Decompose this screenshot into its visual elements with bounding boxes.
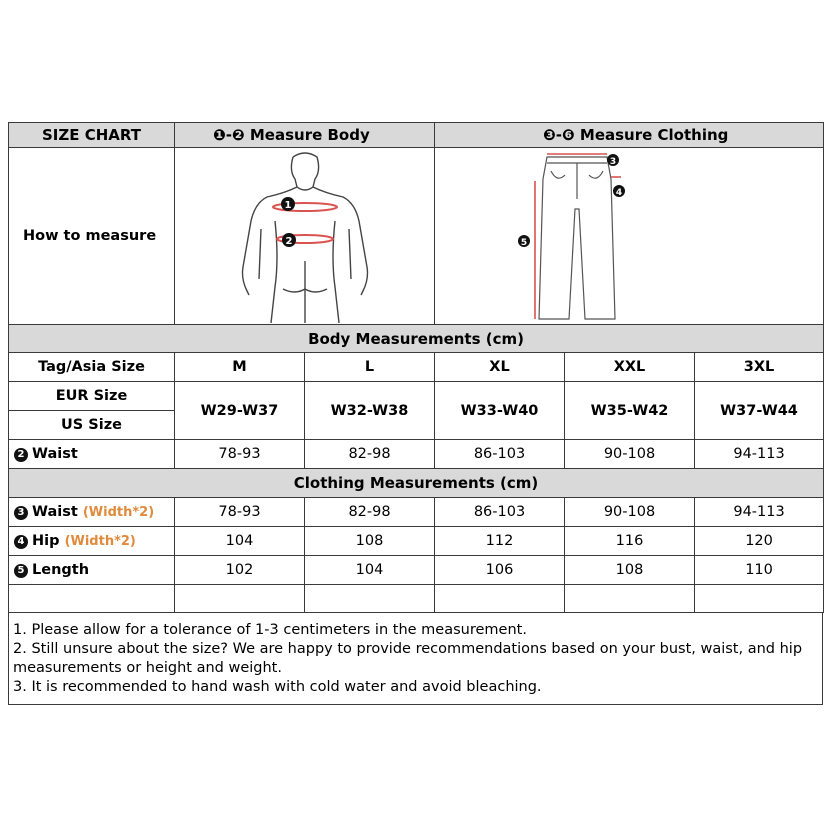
notes-box [8,613,823,705]
note-line: 1. Please allow for a tolerance of 1-3 centimeters in the measurement. [13,622,527,638]
length-cell: 102 [175,556,305,585]
size-chart [8,122,823,705]
body-waist-cell: 90-108 [565,440,695,469]
measure-clothing-nums: ❸-❻ [543,126,575,144]
us-size-label: US Size [9,411,175,440]
length-text: Length [32,562,90,578]
clothing-waist-cell: 86-103 [435,498,565,527]
note-line: 2. Still unsure about the size? We are happy to provide recommendations based on your bust, waist, and hip measurements or height and weight. [13,641,803,676]
empty-cell [695,585,824,613]
size-cell: M [175,353,305,382]
tag-asia-size-label: Tag/Asia Size [9,353,175,382]
empty-cell [9,585,175,613]
body-waist-text: Waist [32,446,78,462]
body-waist-cell: 82-98 [305,440,435,469]
clothing-waist-cell: 94-113 [695,498,824,527]
body-waist-label [9,440,175,469]
hip-4-icon: 4 [14,535,28,549]
hip-text: Hip [32,533,60,549]
empty-cell [175,585,305,613]
eur-us-cell: W33-W40 [435,382,565,440]
length-cell: 106 [435,556,565,585]
hip-cell: 120 [695,527,824,556]
eur-us-cell: W29-W37 [175,382,305,440]
eur-size-label: EUR Size [9,382,175,411]
waist-3-icon: 3 [14,506,28,520]
length-label [9,556,175,585]
measure-body-header [175,123,435,148]
body-diagram-cell [175,148,435,325]
hip-cell: 104 [175,527,305,556]
clothing-waist-cell: 78-93 [175,498,305,527]
hip-label [9,527,175,556]
clothing-waist-text: Waist [32,504,78,520]
marker-2-label: 2 [285,236,293,247]
body-figure-illustration [175,149,435,323]
size-cell: 3XL [695,353,824,382]
waist-width-note: (Width*2) [82,505,155,520]
length-cell: 108 [565,556,695,585]
size-cell: L [305,353,435,382]
waist-2-icon: 2 [14,448,28,462]
measure-body-label: Measure Body [249,126,370,144]
clothing-measurements-title: Clothing Measurements (cm) [9,469,824,498]
size-cell: XL [435,353,565,382]
clothing-waist-cell: 82-98 [305,498,435,527]
pants-illustration [435,149,823,323]
body-waist-cell: 86-103 [435,440,565,469]
length-5-icon: 5 [14,564,28,578]
hip-cell: 112 [435,527,565,556]
marker-5-label: 5 [520,238,528,248]
body-measurements-title: Body Measurements (cm) [9,325,824,353]
marker-4-label: 4 [615,188,623,198]
body-waist-cell: 94-113 [695,440,824,469]
hip-width-note: (Width*2) [64,534,136,549]
how-to-measure-label: How to measure [9,148,175,325]
clothing-diagram-cell [435,148,824,325]
size-chart-title: SIZE CHART [9,123,175,148]
eur-us-cell: W37-W44 [695,382,824,440]
body-waist-cell: 78-93 [175,440,305,469]
empty-cell [565,585,695,613]
empty-cell [305,585,435,613]
length-cell: 110 [695,556,824,585]
empty-cell [435,585,565,613]
size-cell: XXL [565,353,695,382]
clothing-waist-label [9,498,175,527]
measure-clothing-header [435,123,824,148]
marker-3-label: 3 [609,157,617,167]
eur-us-cell: W35-W42 [565,382,695,440]
length-cell: 104 [305,556,435,585]
clothing-waist-cell: 90-108 [565,498,695,527]
marker-1-label: 1 [284,200,292,211]
measure-body-nums: ❶-❷ [213,126,245,144]
eur-us-cell: W32-W38 [305,382,435,440]
hip-cell: 108 [305,527,435,556]
size-chart-table [8,122,824,613]
note-line: 3. It is recommended to hand wash with cold water and avoid bleaching. [13,679,542,695]
hip-cell: 116 [565,527,695,556]
measure-clothing-label: Measure Clothing [579,126,729,144]
